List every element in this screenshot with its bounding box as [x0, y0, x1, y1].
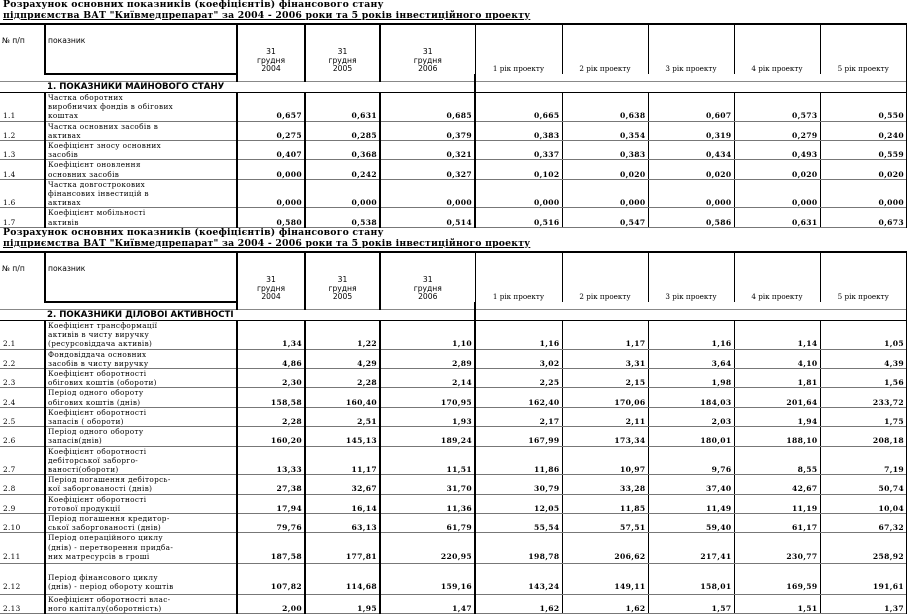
row-number: 2.6	[0, 427, 45, 446]
project-value: 1,14	[734, 321, 820, 350]
project-value: 11,49	[648, 494, 734, 513]
project-value: 1,16	[475, 321, 562, 350]
historical-value: 1,95	[305, 594, 380, 613]
spacer-cell	[380, 302, 475, 310]
project-value: 0,607	[648, 93, 734, 122]
project-value: 2,11	[562, 407, 648, 426]
spacer-cell	[475, 302, 562, 310]
historical-value: 0,242	[305, 160, 380, 179]
project-value: 3,02	[475, 349, 562, 368]
historical-value: 32,67	[305, 475, 380, 494]
project-value: 3,64	[648, 349, 734, 368]
title-line-1: Розрахунок основних показників (коефіцієнтів) фінансового стану	[3, 227, 384, 238]
section-row	[0, 82, 907, 93]
project-value: 1,98	[648, 369, 734, 388]
historical-value: 16,14	[305, 494, 380, 513]
historical-value: 2,28	[237, 407, 305, 426]
table-row	[0, 208, 907, 227]
section-project-cell	[475, 310, 907, 321]
row-number: 2.5	[0, 407, 45, 426]
section-title: 2. ПОКАЗНИКИ ДІЛОВОЇ АКТИВНОСТІ	[45, 310, 475, 321]
project-value: 11,19	[734, 494, 820, 513]
row-number: 2.11	[0, 533, 45, 564]
project-value: 8,55	[734, 446, 820, 475]
project-value: 258,92	[820, 533, 907, 564]
historical-value: 0,327	[380, 160, 475, 179]
indicator-label: Період одного обороту обігових коштів (днів)	[45, 388, 237, 407]
project-value: 7,19	[820, 446, 907, 475]
indicator-label: Коефіцієнт зносу основних засобів	[45, 141, 237, 160]
row-number: 2.1	[0, 321, 45, 350]
indicator-label: Частка основних засобів в активах	[45, 121, 237, 140]
project-value: 0,337	[475, 141, 562, 160]
column-header-project-year: 2 рік проекту	[562, 252, 648, 302]
table-row	[0, 349, 907, 368]
column-header-project-year: 1 рік проекту	[475, 252, 562, 302]
historical-value: 27,38	[237, 475, 305, 494]
project-value: 55,54	[475, 514, 562, 533]
project-value: 0,319	[648, 121, 734, 140]
column-header-number: № п/п	[0, 252, 45, 302]
historical-value: 31,70	[380, 475, 475, 494]
spacer-cell	[45, 302, 237, 310]
row-number: 1.7	[0, 208, 45, 227]
project-value: 230,77	[734, 533, 820, 564]
historical-value: 160,20	[237, 427, 305, 446]
spacer-cell	[562, 74, 648, 82]
project-value: 0,000	[562, 179, 648, 208]
project-value: 1,17	[562, 321, 648, 350]
project-value: 0,586	[648, 208, 734, 227]
indicator-label: Коефіцієнт оборотності готової продукції	[45, 494, 237, 513]
table-row	[0, 494, 907, 513]
project-value: 180,01	[648, 427, 734, 446]
historical-value: 0,000	[305, 179, 380, 208]
section-project-cell	[475, 82, 907, 93]
project-value: 0,516	[475, 208, 562, 227]
table-row	[0, 564, 907, 595]
column-header-project-year: 3 рік проекту	[648, 24, 734, 74]
project-value: 3,31	[562, 349, 648, 368]
title-line-2: підприємства ВАТ "Київмедпрепарат" за 2004 - 2006 роки та 5 років інвестиційного проекту	[3, 237, 531, 249]
column-header-date: 31 грудня 2006	[380, 24, 475, 74]
project-value: 0,383	[562, 141, 648, 160]
project-value: 50,74	[820, 475, 907, 494]
historical-value: 159,16	[380, 564, 475, 595]
project-value: 188,10	[734, 427, 820, 446]
row-number: 2.4	[0, 388, 45, 407]
title-line-2: підприємства ВАТ "Київмедпрепарат" за 2004 - 2006 роки та 5 років інвестиційного проекту	[3, 9, 531, 21]
project-value: 1,51	[734, 594, 820, 613]
column-header-indicator: показник	[45, 252, 237, 302]
table-row	[0, 388, 907, 407]
table-row	[0, 321, 907, 350]
section-number-cell	[0, 82, 45, 93]
indicator-label: Коефіцієнт оновлення основних засобів	[45, 160, 237, 179]
table-row	[0, 475, 907, 494]
historical-value: 0,538	[305, 208, 380, 227]
spacer-cell	[305, 302, 380, 310]
historical-value: 4,29	[305, 349, 380, 368]
historical-value: 2,51	[305, 407, 380, 426]
project-value: 0,000	[820, 179, 907, 208]
project-value: 2,03	[648, 407, 734, 426]
project-value: 4,39	[820, 349, 907, 368]
project-value: 67,32	[820, 514, 907, 533]
historical-value: 189,24	[380, 427, 475, 446]
historical-value: 11,36	[380, 494, 475, 513]
column-header-project-year: 4 рік проекту	[734, 24, 820, 74]
row-number: 2.8	[0, 475, 45, 494]
project-value: 59,40	[648, 514, 734, 533]
spacer-cell	[734, 302, 820, 310]
spacer-cell	[45, 74, 237, 82]
historical-value: 0,407	[237, 141, 305, 160]
spacer-cell	[820, 74, 907, 82]
indicator-label: Фондовіддача основних засобів в чисту виручку	[45, 349, 237, 368]
project-value: 1,57	[648, 594, 734, 613]
project-value: 0,000	[475, 179, 562, 208]
column-header-number: № п/п	[0, 24, 45, 74]
table-row	[0, 93, 907, 122]
row-number: 2.12	[0, 564, 45, 595]
spacer-cell	[305, 74, 380, 82]
project-value: 149,11	[562, 564, 648, 595]
historical-value: 2,00	[237, 594, 305, 613]
indicator-label: Частка оборотних виробничих фондів в обігових коштах	[45, 93, 237, 122]
section-row	[0, 310, 907, 321]
project-value: 0,550	[820, 93, 907, 122]
header-spacer-row	[0, 74, 907, 82]
project-value: 0,020	[820, 160, 907, 179]
historical-value: 0,368	[305, 141, 380, 160]
project-value: 0,559	[820, 141, 907, 160]
historical-value: 0,285	[305, 121, 380, 140]
column-header-project-year: 2 рік проекту	[562, 24, 648, 74]
column-header-date: 31 грудня 2005	[305, 24, 380, 74]
project-value: 1,62	[562, 594, 648, 613]
indicator-label: Коефіцієнт оборотності обігових коштів (обороти)	[45, 369, 237, 388]
historical-value: 177,81	[305, 533, 380, 564]
project-value: 0,638	[562, 93, 648, 122]
historical-value: 145,13	[305, 427, 380, 446]
indicator-label: Період погашення дебіторсь- кої заборгованості (днів)	[45, 475, 237, 494]
column-header-date: 31 грудня 2004	[237, 24, 305, 74]
project-value: 1,56	[820, 369, 907, 388]
project-value: 201,64	[734, 388, 820, 407]
table-row	[0, 514, 907, 533]
historical-value: 170,95	[380, 388, 475, 407]
historical-value: 220,95	[380, 533, 475, 564]
title-line-1: Розрахунок основних показників (коефіцієнтів) фінансового стану	[3, 0, 384, 10]
project-value: 233,72	[820, 388, 907, 407]
project-value: 206,62	[562, 533, 648, 564]
spacer-cell	[237, 74, 305, 82]
spacer-cell	[820, 302, 907, 310]
historical-value: 1,34	[237, 321, 305, 350]
historical-value: 0,514	[380, 208, 475, 227]
historical-value: 2,89	[380, 349, 475, 368]
historical-value: 2,14	[380, 369, 475, 388]
indicator-label: Коефіцієнт оборотності влас- ного капіталу(оборотність)	[45, 594, 237, 613]
historical-value: 158,58	[237, 388, 305, 407]
project-value: 1,62	[475, 594, 562, 613]
historical-value: 0,379	[380, 121, 475, 140]
project-value: 0,573	[734, 93, 820, 122]
section-title: 1. ПОКАЗНИКИ МАЙНОВОГО СТАНУ	[45, 82, 475, 93]
column-header-project-year: 3 рік проекту	[648, 252, 734, 302]
column-header-date: 31 грудня 2005	[305, 252, 380, 302]
historical-value: 61,79	[380, 514, 475, 533]
project-value: 170,06	[562, 388, 648, 407]
table-block-business-activity	[0, 228, 907, 614]
project-value: 0,020	[562, 160, 648, 179]
project-value: 0,000	[648, 179, 734, 208]
project-value: 61,17	[734, 514, 820, 533]
project-value: 10,04	[820, 494, 907, 513]
indicator-label: Коефіцієнт мобільності активів	[45, 208, 237, 227]
project-value: 37,40	[648, 475, 734, 494]
indicator-label: Період фінансового циклу (днів) - період обороту коштів	[45, 564, 237, 595]
historical-value: 0,000	[380, 179, 475, 208]
project-value: 0,434	[648, 141, 734, 160]
historical-value: 2,30	[237, 369, 305, 388]
historical-value: 1,22	[305, 321, 380, 350]
project-value: 1,16	[648, 321, 734, 350]
column-header-indicator: показник	[45, 24, 237, 74]
historical-value: 187,58	[237, 533, 305, 564]
project-value: 9,76	[648, 446, 734, 475]
row-number: 1.3	[0, 141, 45, 160]
project-value: 0,240	[820, 121, 907, 140]
historical-value: 0,657	[237, 93, 305, 122]
table-row	[0, 594, 907, 613]
project-value: 162,40	[475, 388, 562, 407]
spacer-cell	[734, 74, 820, 82]
indicator-label: Коефіцієнт оборотності запасів ( обороти)	[45, 407, 237, 426]
historical-value: 1,47	[380, 594, 475, 613]
project-value: 10,97	[562, 446, 648, 475]
document-title	[0, 228, 907, 249]
spacer-cell	[0, 302, 45, 310]
historical-value: 1,93	[380, 407, 475, 426]
table-row	[0, 179, 907, 208]
row-number: 2.9	[0, 494, 45, 513]
historical-value: 17,94	[237, 494, 305, 513]
historical-value: 0,000	[237, 179, 305, 208]
row-number: 2.10	[0, 514, 45, 533]
indicator-label: Коефіцієнт трансформації активів в чисту виручку (ресурсовіддача активів)	[45, 321, 237, 350]
project-value: 1,05	[820, 321, 907, 350]
project-value: 4,10	[734, 349, 820, 368]
column-header-date: 31 грудня 2006	[380, 252, 475, 302]
historical-value: 4,86	[237, 349, 305, 368]
header-row	[0, 24, 907, 74]
table-row	[0, 369, 907, 388]
project-value: 0,673	[820, 208, 907, 227]
indicator-label: Період погашення кредитор- ської заборгованості (днів)	[45, 514, 237, 533]
spacer-cell	[380, 74, 475, 82]
indicators-table	[0, 251, 907, 614]
column-header-date: 31 грудня 2004	[237, 252, 305, 302]
row-number: 1.1	[0, 93, 45, 122]
project-value: 0,020	[648, 160, 734, 179]
row-number: 1.6	[0, 179, 45, 208]
table-block-property-status	[0, 0, 907, 228]
document-title	[0, 0, 907, 21]
project-value: 1,37	[820, 594, 907, 613]
project-value: 184,03	[648, 388, 734, 407]
row-number: 2.3	[0, 369, 45, 388]
historical-value: 107,82	[237, 564, 305, 595]
project-value: 0,102	[475, 160, 562, 179]
indicators-table	[0, 23, 907, 228]
row-number: 2.2	[0, 349, 45, 368]
spacer-cell	[237, 302, 305, 310]
project-value: 0,000	[734, 179, 820, 208]
project-value: 1,81	[734, 369, 820, 388]
historical-value: 79,76	[237, 514, 305, 533]
project-value: 0,354	[562, 121, 648, 140]
spacer-cell	[475, 74, 562, 82]
project-value: 12,05	[475, 494, 562, 513]
indicator-label: Коефіцієнт оборотності дебіторської заборго- ваності(обороти)	[45, 446, 237, 475]
project-value: 169,59	[734, 564, 820, 595]
project-value: 167,99	[475, 427, 562, 446]
row-number: 1.2	[0, 121, 45, 140]
historical-value: 0,275	[237, 121, 305, 140]
project-value: 0,665	[475, 93, 562, 122]
spacer-cell	[0, 74, 45, 82]
project-value: 191,61	[820, 564, 907, 595]
column-header-project-year: 5 рік проекту	[820, 252, 907, 302]
historical-value: 1,10	[380, 321, 475, 350]
historical-value: 160,40	[305, 388, 380, 407]
historical-value: 13,33	[237, 446, 305, 475]
project-value: 217,41	[648, 533, 734, 564]
project-value: 0,493	[734, 141, 820, 160]
project-value: 208,18	[820, 427, 907, 446]
project-value: 173,34	[562, 427, 648, 446]
project-value: 143,24	[475, 564, 562, 595]
column-header-project-year: 5 рік проекту	[820, 24, 907, 74]
spacer-cell	[648, 74, 734, 82]
historical-value: 0,580	[237, 208, 305, 227]
project-value: 1,94	[734, 407, 820, 426]
historical-value: 11,51	[380, 446, 475, 475]
row-number: 2.13	[0, 594, 45, 613]
table-row	[0, 121, 907, 140]
project-value: 2,25	[475, 369, 562, 388]
project-value: 33,28	[562, 475, 648, 494]
indicator-label: Період операційного циклу (днів) - перетворення придба- них матресурсів в гроші	[45, 533, 237, 564]
project-value: 158,01	[648, 564, 734, 595]
project-value: 0,020	[734, 160, 820, 179]
table-row	[0, 141, 907, 160]
historical-value: 0,631	[305, 93, 380, 122]
historical-value: 63,13	[305, 514, 380, 533]
row-number: 2.7	[0, 446, 45, 475]
project-value: 0,547	[562, 208, 648, 227]
spacer-cell	[562, 302, 648, 310]
spacer-cell	[648, 302, 734, 310]
project-value: 0,383	[475, 121, 562, 140]
project-value: 11,85	[562, 494, 648, 513]
historical-value: 2,28	[305, 369, 380, 388]
header-row	[0, 252, 907, 302]
project-value: 30,79	[475, 475, 562, 494]
indicator-label: Частка довгострокових фінансових інвестицій в активах	[45, 179, 237, 208]
table-row	[0, 446, 907, 475]
table-row	[0, 407, 907, 426]
project-value: 198,78	[475, 533, 562, 564]
project-value: 2,17	[475, 407, 562, 426]
table-row	[0, 533, 907, 564]
table-row	[0, 160, 907, 179]
row-number: 1.4	[0, 160, 45, 179]
project-value: 11,86	[475, 446, 562, 475]
project-value: 57,51	[562, 514, 648, 533]
column-header-project-year: 4 рік проекту	[734, 252, 820, 302]
historical-value: 11,17	[305, 446, 380, 475]
section-number-cell	[0, 310, 45, 321]
project-value: 0,631	[734, 208, 820, 227]
column-header-project-year: 1 рік проекту	[475, 24, 562, 74]
indicator-label: Період одного обороту запасів(днів)	[45, 427, 237, 446]
historical-value: 114,68	[305, 564, 380, 595]
project-value: 1,75	[820, 407, 907, 426]
historical-value: 0,000	[237, 160, 305, 179]
table-row	[0, 427, 907, 446]
historical-value: 0,685	[380, 93, 475, 122]
header-spacer-row	[0, 302, 907, 310]
project-value: 2,15	[562, 369, 648, 388]
project-value: 0,279	[734, 121, 820, 140]
historical-value: 0,321	[380, 141, 475, 160]
project-value: 42,67	[734, 475, 820, 494]
